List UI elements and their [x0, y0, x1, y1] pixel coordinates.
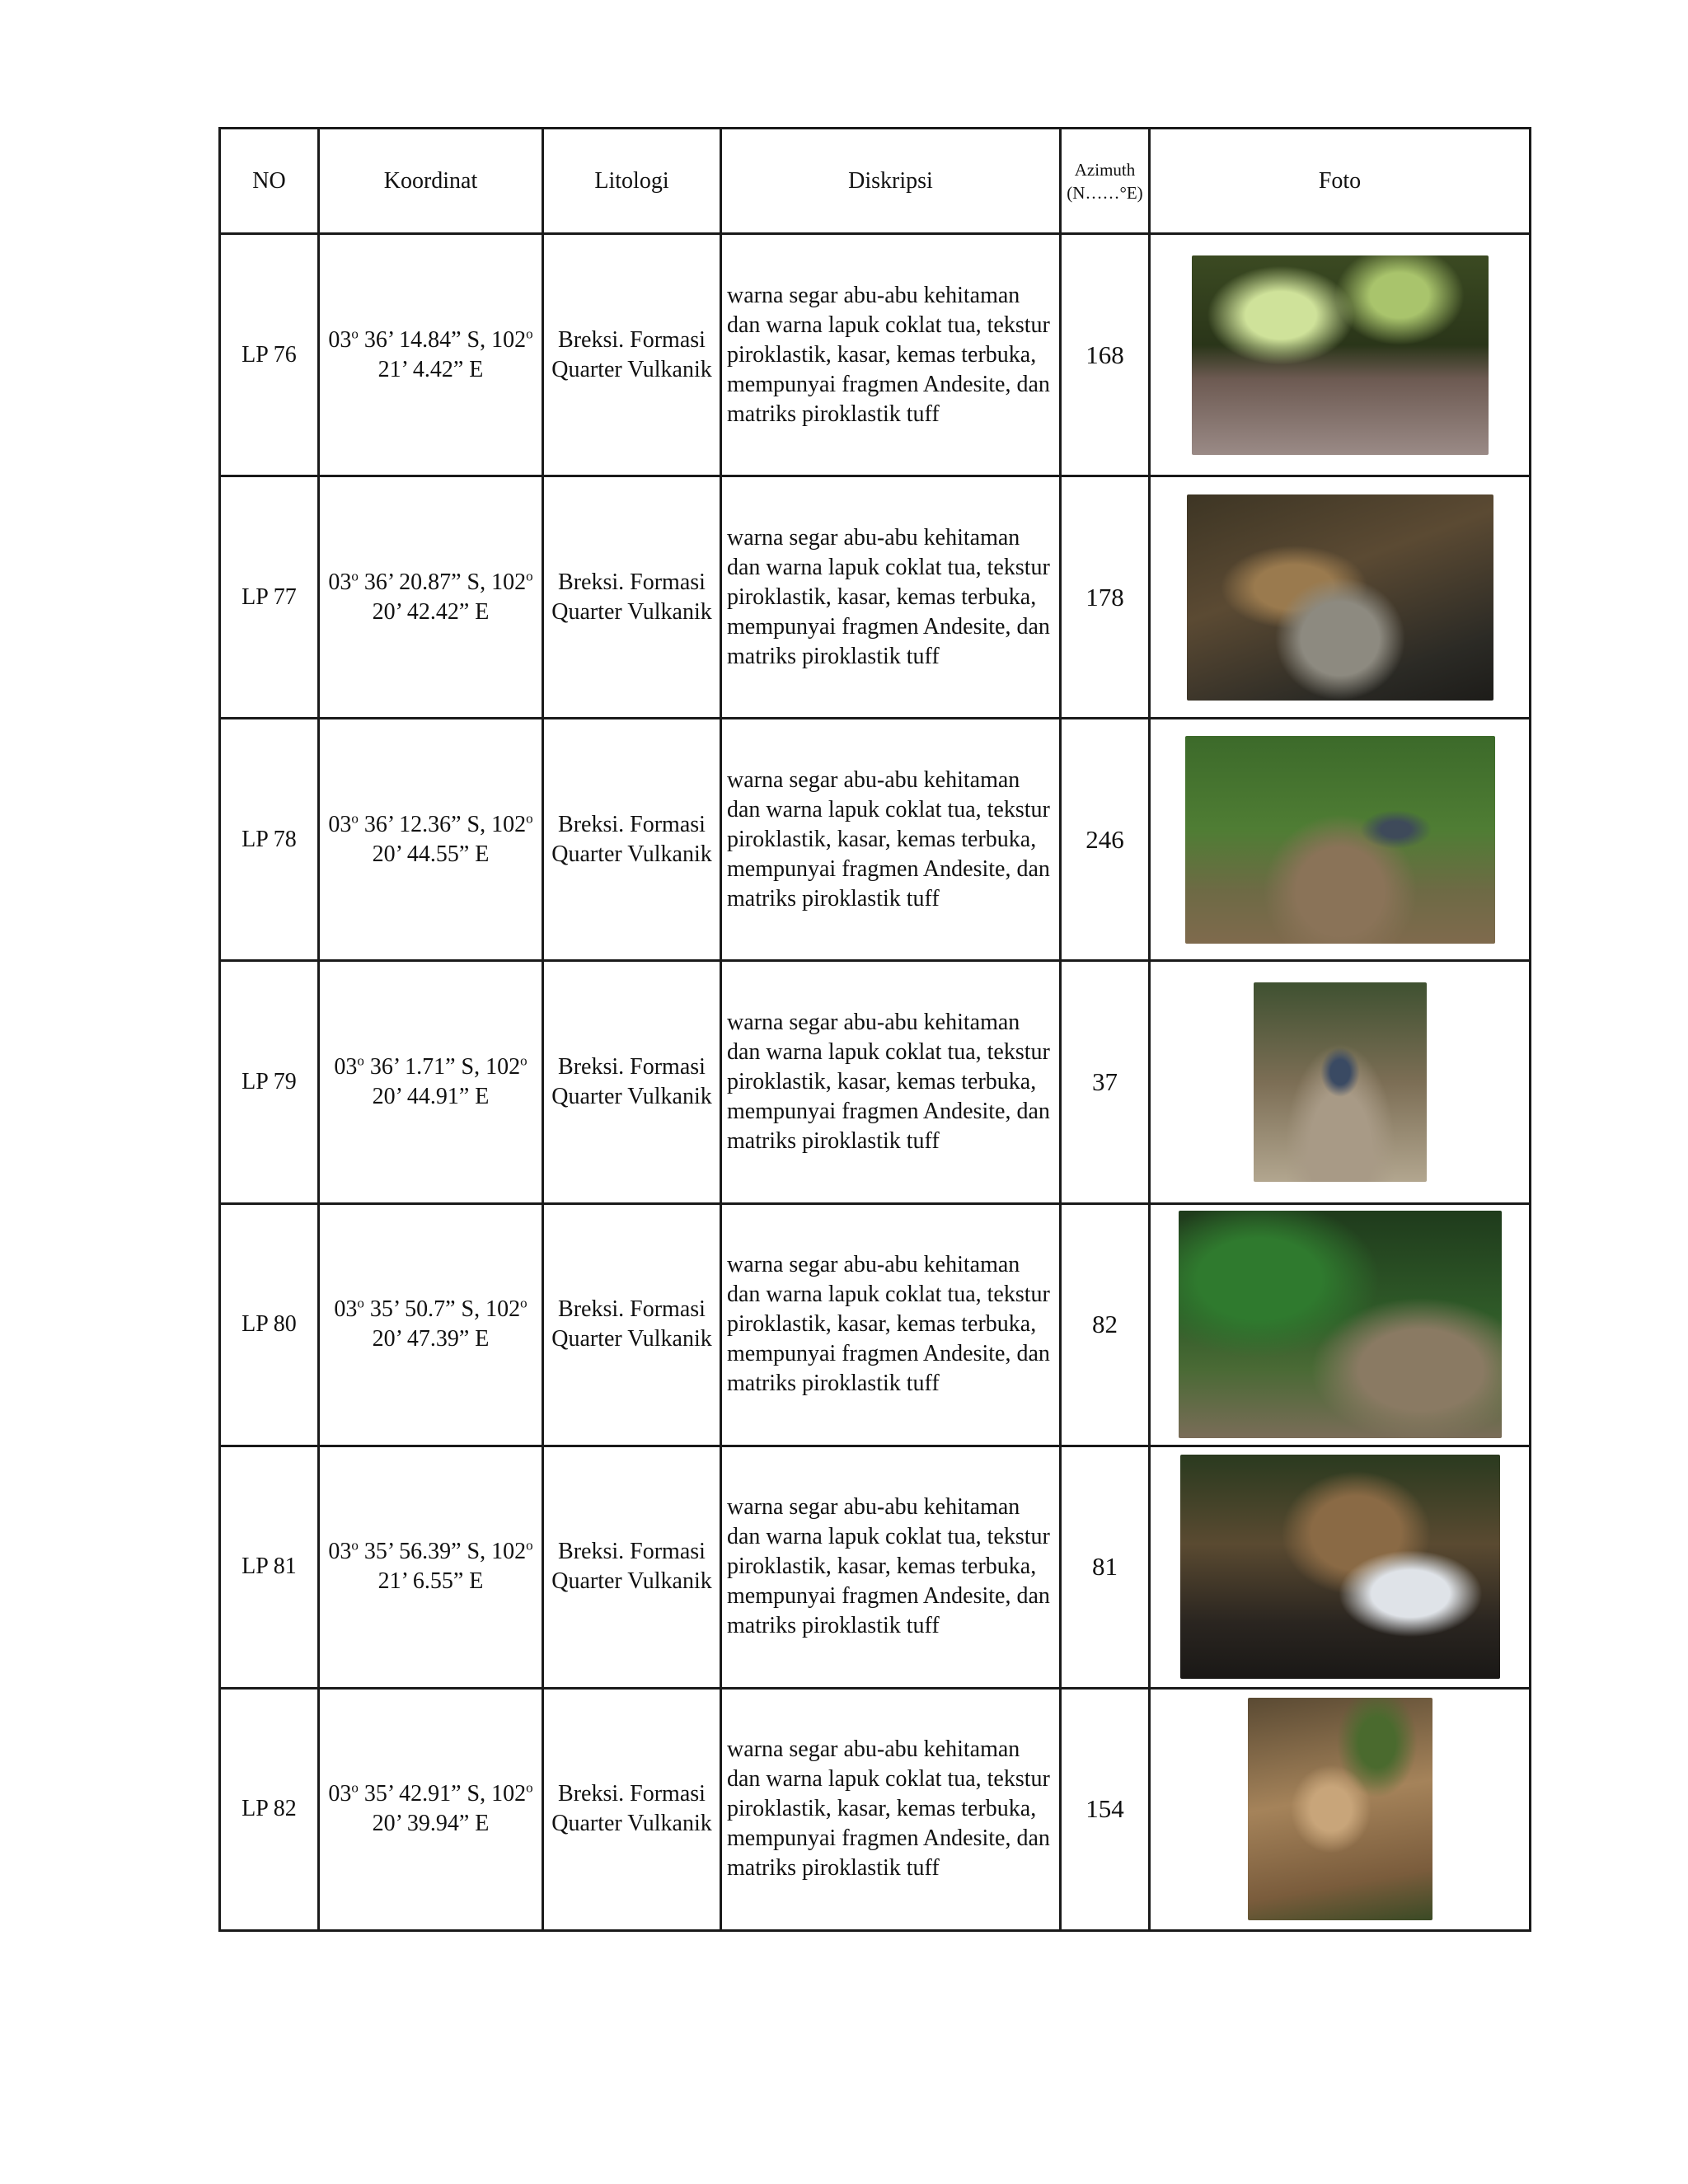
cell-no	[220, 476, 319, 719]
cell-no	[220, 1446, 319, 1688]
coordinate-latitude: 03$^o$ 35’ 56.39” S, 102$^o$	[328, 1537, 533, 1565]
table-row	[220, 961, 1531, 1203]
cell-koordinat	[319, 719, 543, 961]
table-row	[220, 719, 1531, 961]
litologi-line2: Quarter Vulkanik	[551, 1083, 712, 1109]
description-text: warna segar abu-abu kehitaman dan warna lapuk coklat tua, tekstur piroklastik, kasar, kemas terbuka, mempunyai fragmen Andesite, dan matriks piroklastik tuff	[727, 524, 1050, 669]
description-text: warna segar abu-abu kehitaman dan warna lapuk coklat tua, tekstur piroklastik, kasar, kemas terbuka, mempunyai fragmen Andesite, dan matriks piroklastik tuff	[727, 1494, 1050, 1639]
azimuth-value: 168	[1085, 340, 1124, 369]
cell-litologi	[543, 1203, 721, 1446]
cell-azimuth	[1061, 1446, 1150, 1688]
cell-koordinat	[319, 1203, 543, 1446]
table-row	[220, 1203, 1531, 1446]
field-observation-table	[218, 127, 1531, 1932]
coordinate-longitude: 20’ 44.91” E	[372, 1083, 490, 1109]
station-id: LP 76	[241, 341, 297, 368]
cell-litologi	[543, 1688, 721, 1930]
station-id: LP 78	[241, 826, 297, 852]
header-diskripsi: Diskripsi	[721, 129, 1061, 234]
azimuth-value: 154	[1085, 1794, 1124, 1824]
station-id: LP 81	[241, 1554, 297, 1580]
cell-diskripsi	[721, 1203, 1061, 1446]
litologi-line2: Quarter Vulkanik	[551, 841, 712, 867]
coordinate-latitude: 03$^o$ 36’ 1.71” S, 102$^o$	[334, 1052, 528, 1080]
description-text: warna segar abu-abu kehitaman dan warna lapuk coklat tua, tekstur piroklastik, kasar, kemas terbuka, mempunyai fragmen Andesite, dan matriks piroklastik tuff	[727, 282, 1050, 427]
cell-azimuth	[1061, 1203, 1150, 1446]
cell-koordinat	[319, 961, 543, 1203]
station-id: LP 79	[241, 1068, 297, 1094]
cell-diskripsi	[721, 234, 1061, 476]
cell-foto	[1150, 961, 1531, 1203]
cell-koordinat	[319, 1688, 543, 1930]
litologi-line2: Quarter Vulkanik	[551, 356, 712, 382]
cell-foto	[1150, 719, 1531, 961]
litologi-line2: Quarter Vulkanik	[551, 1568, 712, 1595]
litologi-line2: Quarter Vulkanik	[551, 1811, 712, 1837]
outcrop-photo[interactable]	[1187, 494, 1493, 701]
header-litologi: Litologi	[543, 129, 721, 234]
cell-azimuth	[1061, 1688, 1150, 1930]
cell-azimuth	[1061, 476, 1150, 719]
cell-foto	[1150, 476, 1531, 719]
cell-litologi	[543, 961, 721, 1203]
header-row	[220, 129, 1531, 234]
litologi-line1: Breksi. Formasi	[558, 1053, 706, 1080]
azimuth-value: 178	[1085, 582, 1124, 612]
coordinate-longitude: 20’ 42.42” E	[372, 598, 490, 625]
azimuth-value: 82	[1092, 1310, 1118, 1339]
outcrop-photo[interactable]	[1179, 1211, 1502, 1438]
station-id: LP 82	[241, 1796, 297, 1822]
outcrop-photo[interactable]	[1254, 982, 1427, 1182]
table-row	[220, 1446, 1531, 1688]
coordinate-latitude: 03$^o$ 36’ 14.84” S, 102$^o$	[328, 326, 533, 353]
cell-diskripsi	[721, 961, 1061, 1203]
litologi-line1: Breksi. Formasi	[558, 1296, 706, 1323]
table-row	[220, 1688, 1531, 1930]
table-row	[220, 234, 1531, 476]
coordinate-longitude: 20’ 44.55” E	[372, 841, 490, 867]
cell-no	[220, 719, 319, 961]
litologi-line1: Breksi. Formasi	[558, 1539, 706, 1565]
header-no: NO	[220, 129, 319, 234]
cell-litologi	[543, 719, 721, 961]
outcrop-photo[interactable]	[1192, 255, 1489, 455]
cell-litologi	[543, 1446, 721, 1688]
cell-azimuth	[1061, 234, 1150, 476]
cell-koordinat	[319, 476, 543, 719]
cell-no	[220, 1203, 319, 1446]
cell-litologi	[543, 234, 721, 476]
station-id: LP 80	[241, 1311, 297, 1338]
outcrop-photo[interactable]	[1180, 1455, 1500, 1679]
cell-azimuth	[1061, 961, 1150, 1203]
cell-no	[220, 961, 319, 1203]
cell-foto	[1150, 234, 1531, 476]
table-row	[220, 476, 1531, 719]
outcrop-photo[interactable]	[1185, 736, 1495, 944]
station-id: LP 77	[241, 583, 297, 610]
header-azimuth	[1061, 129, 1150, 234]
coordinate-longitude: 20’ 39.94” E	[372, 1811, 490, 1837]
coordinate-latitude: 03$^o$ 36’ 20.87” S, 102$^o$	[328, 568, 533, 595]
cell-azimuth	[1061, 719, 1150, 961]
coordinate-latitude: 03$^o$ 35’ 50.7” S, 102$^o$	[334, 1295, 528, 1323]
cell-no	[220, 234, 319, 476]
litologi-line1: Breksi. Formasi	[558, 569, 706, 595]
coordinate-latitude: 03$^o$ 35’ 42.91” S, 102$^o$	[328, 1780, 533, 1807]
coordinate-longitude: 21’ 4.42” E	[377, 356, 484, 382]
description-text: warna segar abu-abu kehitaman dan warna lapuk coklat tua, tekstur piroklastik, kasar, kemas terbuka, mempunyai fragmen Andesite, dan matriks piroklastik tuff	[727, 766, 1050, 912]
header-azimuth-label: Azimuth	[1074, 159, 1136, 180]
cell-diskripsi	[721, 476, 1061, 719]
cell-litologi	[543, 476, 721, 719]
coordinate-longitude: 20’ 47.39” E	[372, 1326, 490, 1352]
coordinate-longitude: 21’ 6.55” E	[377, 1568, 484, 1595]
cell-foto	[1150, 1688, 1531, 1930]
description-text: warna segar abu-abu kehitaman dan warna lapuk coklat tua, tekstur piroklastik, kasar, kemas terbuka, mempunyai fragmen Andesite, dan matriks piroklastik tuff	[727, 1009, 1050, 1154]
cell-no	[220, 1688, 319, 1930]
cell-koordinat	[319, 234, 543, 476]
cell-koordinat	[319, 1446, 543, 1688]
cell-diskripsi	[721, 1688, 1061, 1930]
outcrop-photo[interactable]	[1248, 1698, 1432, 1920]
litologi-line2: Quarter Vulkanik	[551, 1326, 712, 1352]
litologi-line1: Breksi. Formasi	[558, 1781, 706, 1807]
description-text: warna segar abu-abu kehitaman dan warna lapuk coklat tua, tekstur piroklastik, kasar, kemas terbuka, mempunyai fragmen Andesite, dan matriks piroklastik tuff	[727, 1252, 1050, 1397]
cell-diskripsi	[721, 1446, 1061, 1688]
azimuth-value: 246	[1085, 824, 1124, 854]
cell-foto	[1150, 1203, 1531, 1446]
coordinate-latitude: 03$^o$ 36’ 12.36” S, 102$^o$	[328, 810, 533, 837]
litologi-line1: Breksi. Formasi	[558, 811, 706, 837]
azimuth-value: 37	[1092, 1066, 1118, 1096]
description-text: warna segar abu-abu kehitaman dan warna lapuk coklat tua, tekstur piroklastik, kasar, kemas terbuka, mempunyai fragmen Andesite, dan matriks piroklastik tuff	[727, 1736, 1050, 1882]
cell-diskripsi	[721, 719, 1061, 961]
cell-foto	[1150, 1446, 1531, 1688]
litologi-line1: Breksi. Formasi	[558, 326, 706, 353]
header-foto: Foto	[1150, 129, 1531, 234]
azimuth-value: 81	[1092, 1552, 1118, 1582]
header-azimuth-unit: (N……°E)	[1067, 182, 1143, 203]
litologi-line2: Quarter Vulkanik	[551, 598, 712, 625]
header-koordinat: Koordinat	[319, 129, 543, 234]
